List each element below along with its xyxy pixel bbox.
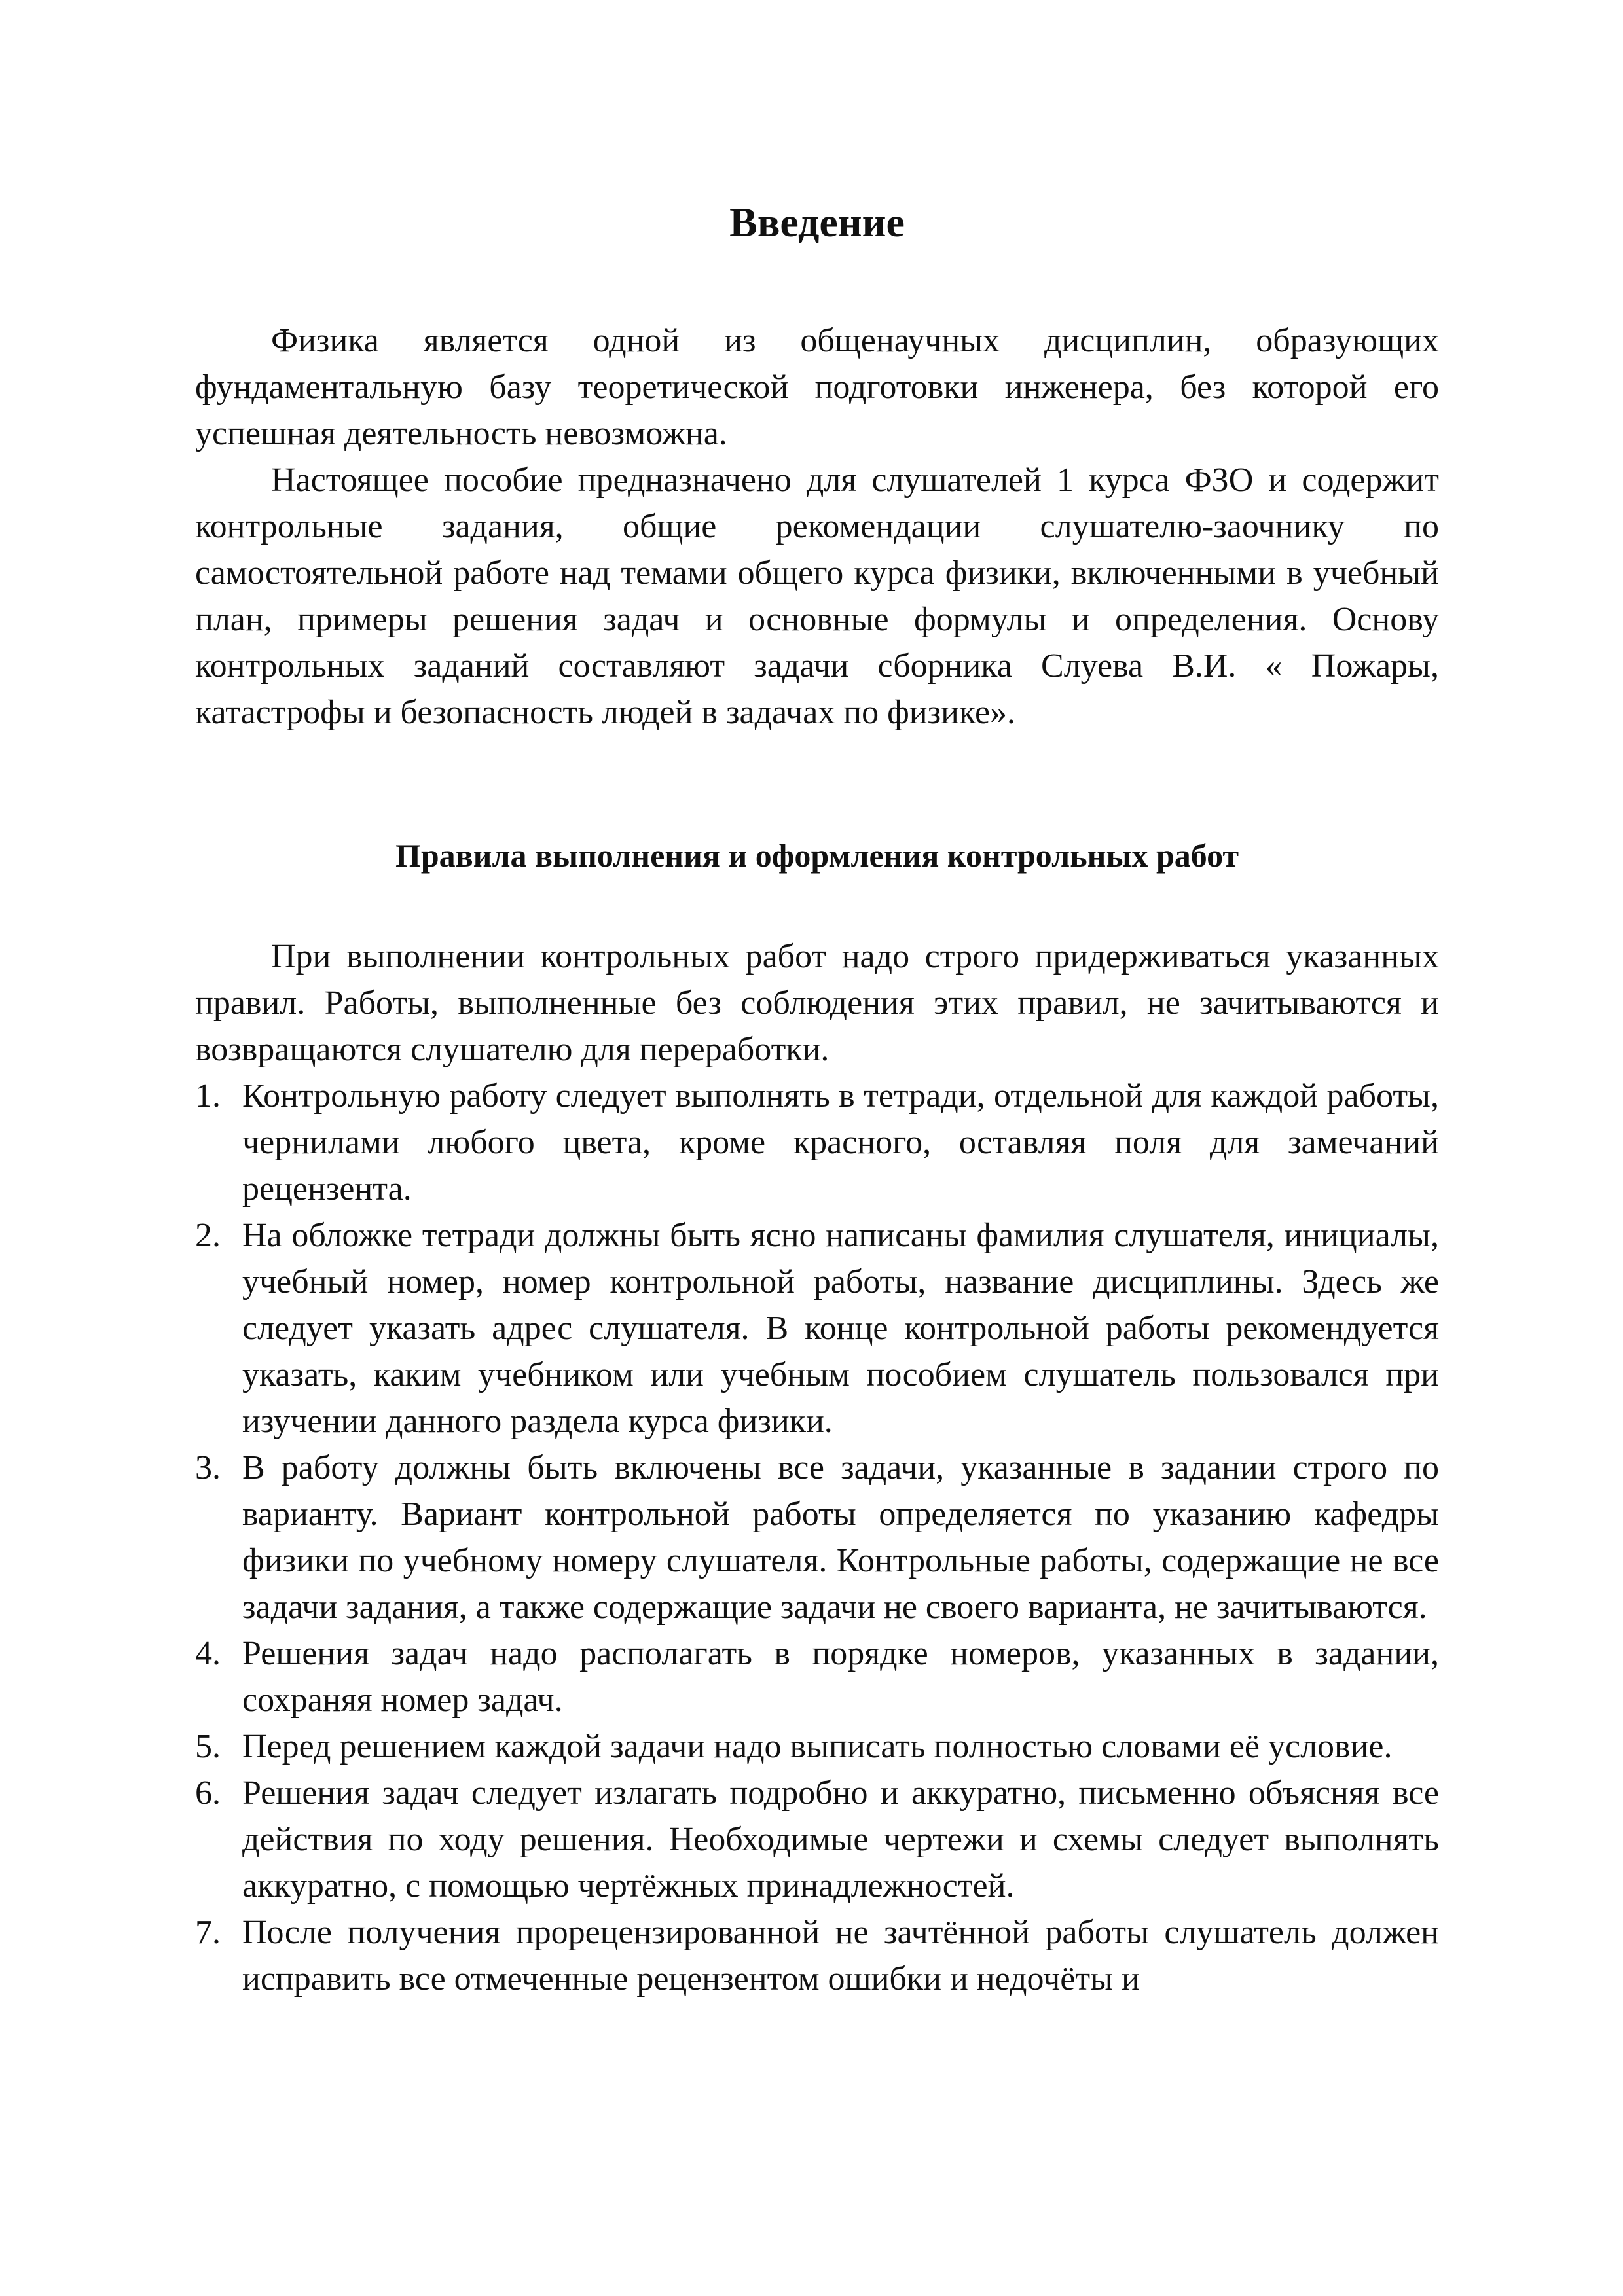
rules-list <box>195 1073 1439 2002</box>
rule-item <box>195 1909 1439 2002</box>
rule-item <box>195 1630 1439 1723</box>
rule-item <box>195 1444 1439 1630</box>
rule-number: 5. <box>195 1728 221 1765</box>
rule-text: В работу должны быть включены все задачи, указанные в задании строго по варианту. Вариант контрольной работы определяется по указанию кафедры физики по учебному номеру слушателя. Контрольные работы, содержащие не все задачи задания, а также содержащие задачи не своего варианта, не зачитываются. <box>242 1449 1439 1626</box>
rules-heading: Правила выполнения и оформления контрольных работ <box>395 837 1239 874</box>
rule-text: Перед решением каждой задачи надо выписать полностью словами её условие. <box>242 1728 1393 1765</box>
rule-text: После получения прорецензированной не зачтённой работы слушатель должен исправить все отмеченные рецензентом ошибки и недочёты и <box>242 1914 1439 1998</box>
rule-item <box>195 1723 1439 1770</box>
rule-text: Контрольную работу следует выполнять в тетради, отдельной для каждой работы, чернилами любого цвета, кроме красного, оставляя поля для замечаний рецензента. <box>242 1077 1439 1208</box>
rule-number: 3. <box>195 1449 221 1486</box>
rule-text: Решения задач следует излагать подробно и аккуратно, письменно объясняя все действия по ходу решения. Необходимые чертежи и схемы следует выполнять аккуратно, с помощью чертёжных принадлежностей. <box>242 1774 1439 1905</box>
rule-text: Решения задач надо располагать в порядке номеров, указанных в задании, сохраняя номер задач. <box>242 1635 1439 1719</box>
intro-paragraph-1: Физика является одной из общенаучных дисциплин, образующих фундаментальную базу теоретической подготовки инженера, без которой его успешная деятельность невозможна. <box>195 322 1439 452</box>
rule-number: 2. <box>195 1217 221 1254</box>
page-content <box>195 196 1439 2002</box>
rules-lead-paragraph: При выполнении контрольных работ надо строго придерживаться указанных правил. Работы, выполненные без соблюдения этих правил, не зачитываются и возвращаются слушателю для переработки. <box>195 938 1439 1068</box>
rule-item <box>195 1073 1439 1212</box>
page-title: Введение <box>729 199 905 245</box>
rule-item <box>195 1212 1439 1444</box>
rule-text: На обложке тетради должны быть ясно написаны фамилия слушателя, инициалы, учебный номер, номер контрольной работы, название дисциплины. Здесь же следует указать адрес слушателя. В конце контрольной работы рекомендуется указать, каким учебником или учебным пособием слушатель пользовался при изучении данного раздела курса физики. <box>242 1217 1439 1440</box>
rule-number: 6. <box>195 1774 221 1812</box>
rule-number: 1. <box>195 1077 221 1115</box>
rule-number: 4. <box>195 1635 221 1672</box>
rule-number: 7. <box>195 1914 221 1951</box>
rule-item <box>195 1770 1439 1909</box>
intro-paragraph-2: Настоящее пособие предназначено для слушателей 1 курса ФЗО и содержит контрольные задания, общие рекомендации слушателю-заочнику по самостоятельной работе над темами общего курса физики, включенными в учебный план, примеры решения задач и основные формулы и определения. Основу контрольных заданий составляют задачи сборника Слуева В.И. « Пожары, катастрофы и безопасность людей в задачах по физике». <box>195 461 1439 731</box>
